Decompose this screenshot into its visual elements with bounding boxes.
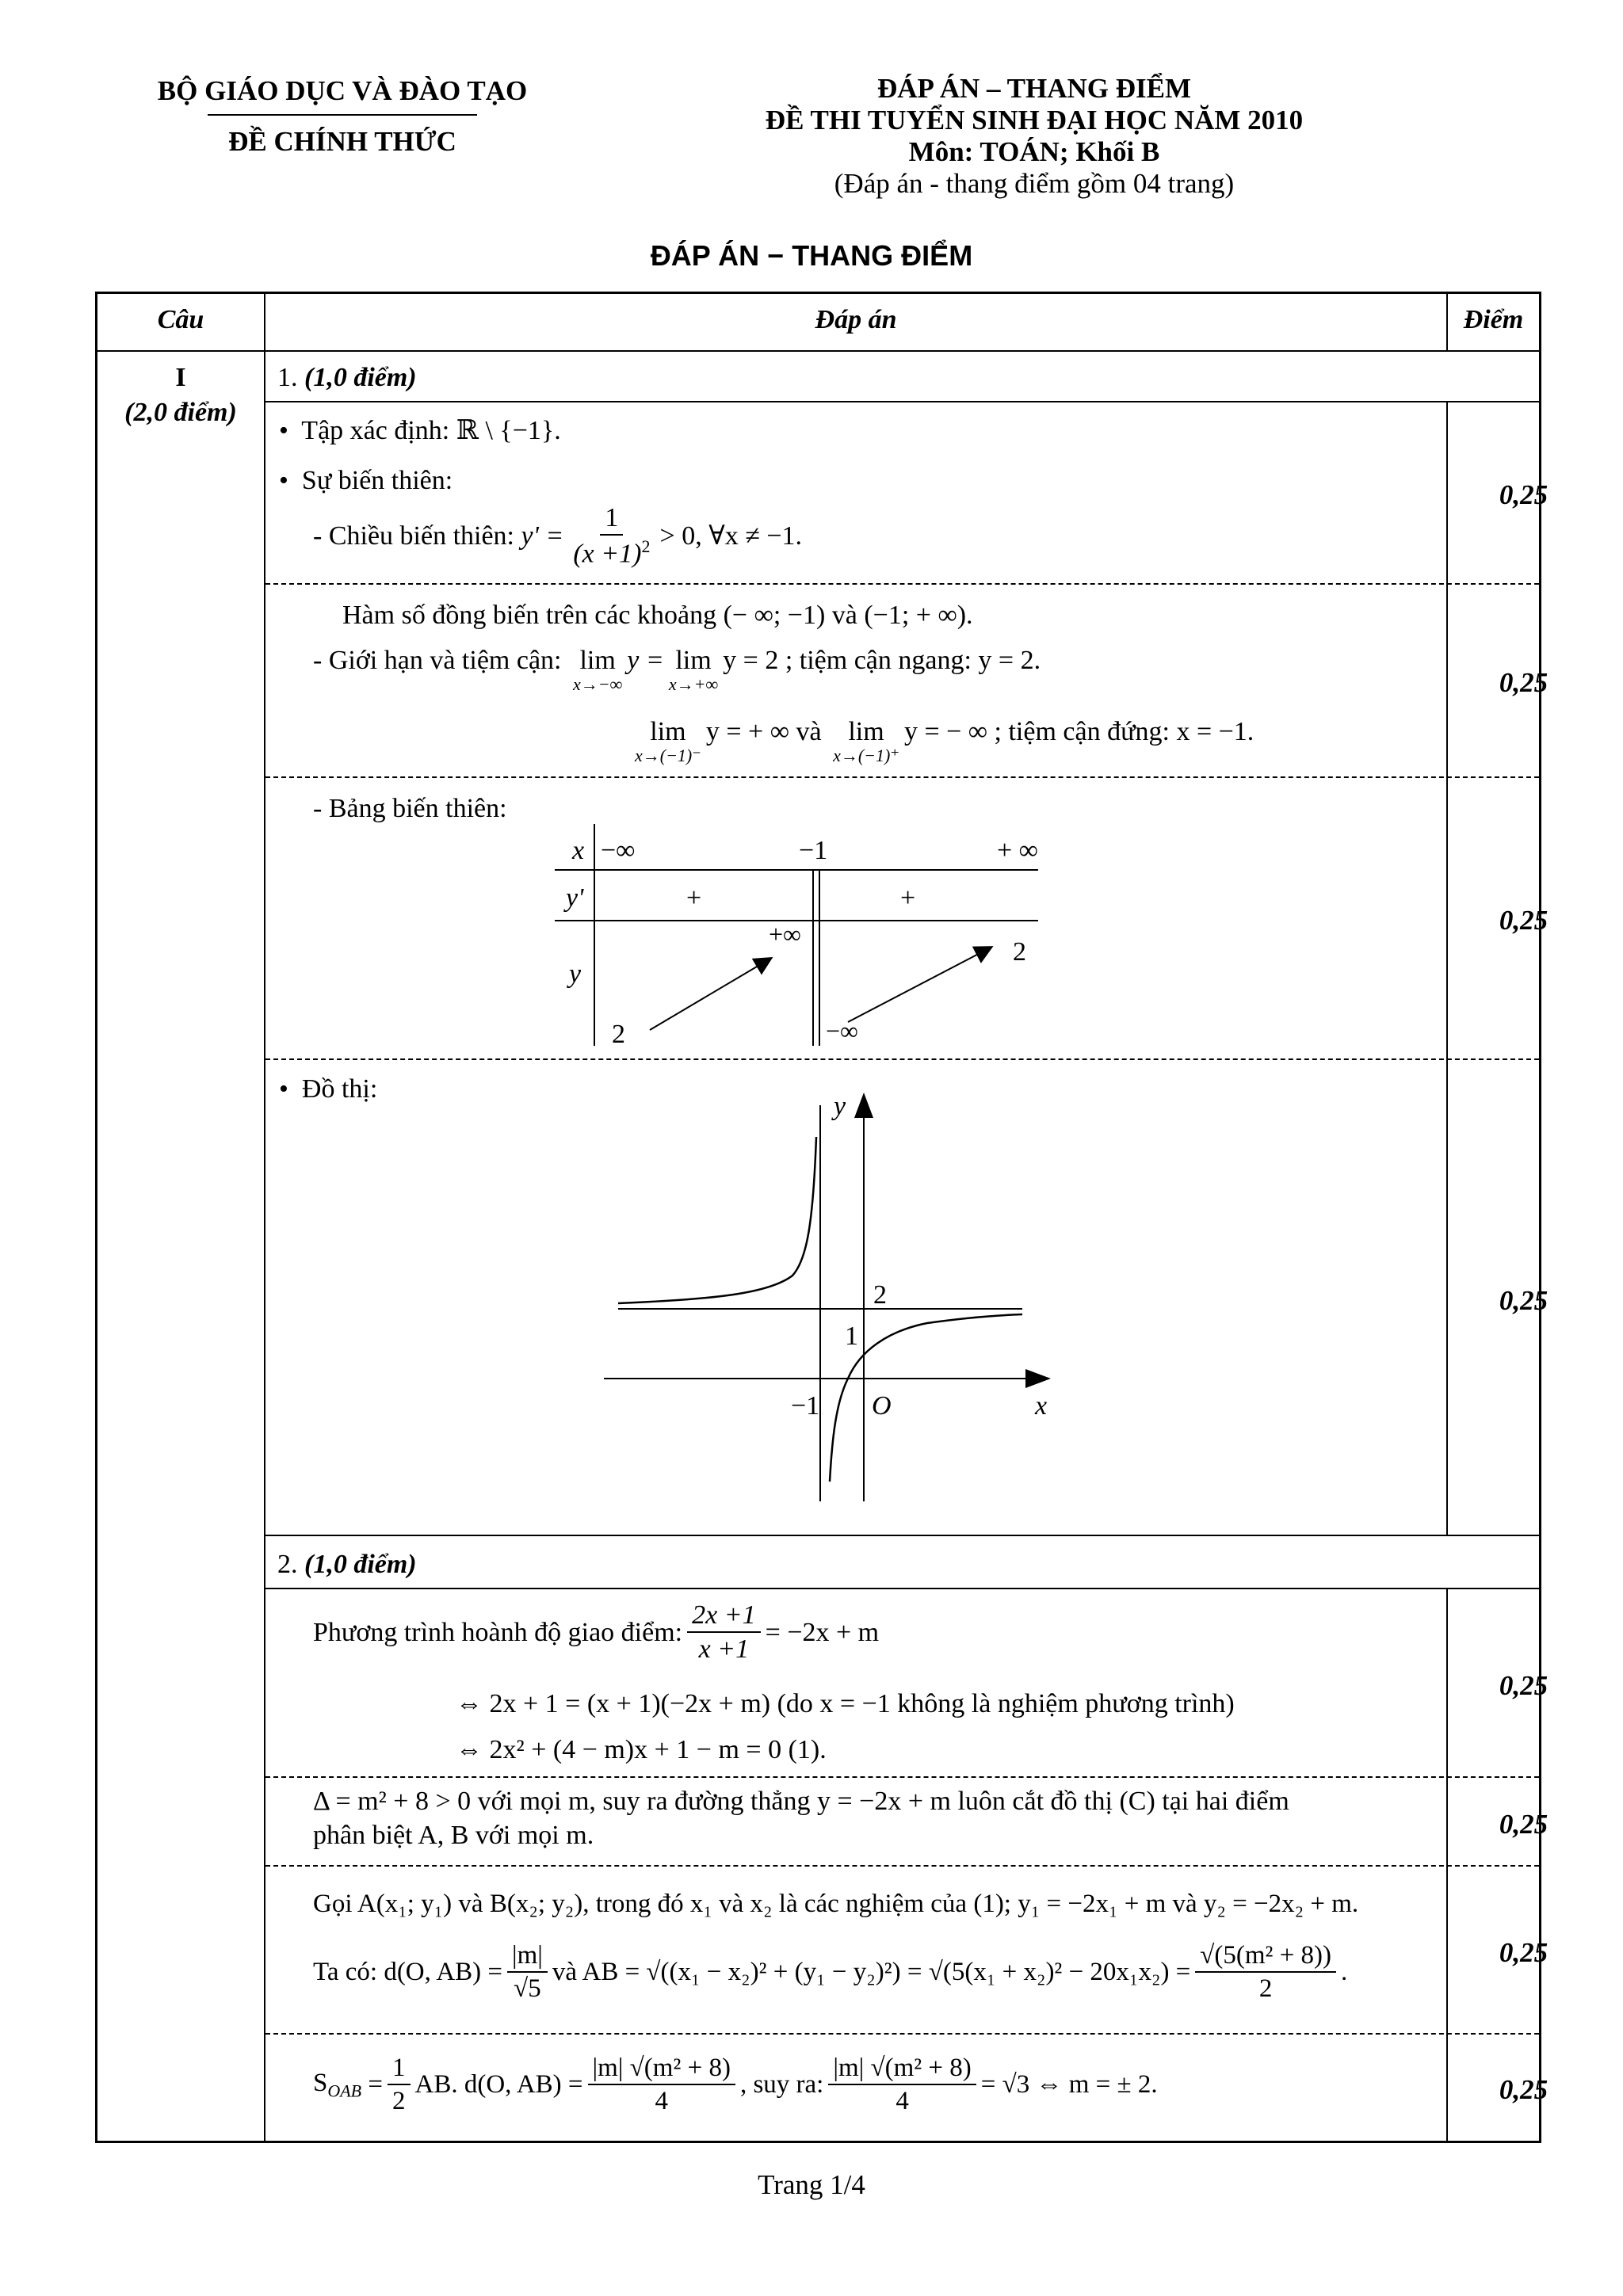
vt-sign-left: +: [686, 883, 702, 913]
derivative-denominator: $(x +1)^2$: [573, 536, 651, 569]
score-6: 0,25: [1499, 1809, 1549, 1840]
cau-label: I: [175, 363, 186, 392]
header-left: [97, 73, 588, 160]
pt-rhs: = −2x + m: [765, 1617, 880, 1647]
delta-line1: Δ = m² + 8 > 0 với mọi m, suy ra đường thẳng y = −2x + m luôn cắt đồ thị (C) tại hai điểm: [313, 1787, 1289, 1816]
area-symbol: $S_{OAB}$: [313, 2068, 362, 2101]
pt-fraction: [687, 1600, 761, 1665]
area-numerator-2: |m| √(m² + 8): [828, 2054, 976, 2085]
phuong-trinh-line: [313, 1600, 879, 1665]
area-eq: =: [368, 2070, 383, 2100]
derivative-lhs: y' =: [521, 521, 564, 551]
function-graph: [594, 1089, 1070, 1509]
bullet-icon: •: [279, 1074, 288, 1104]
part2-points: (1,0 điểm): [304, 1550, 417, 1579]
delta-line2: phân biệt A, B với mọi m.: [313, 1821, 594, 1850]
tiem-can-ngang: y = 2 ; tiệm cận ngang: y = 2.: [723, 646, 1041, 675]
header-rule: [208, 114, 477, 116]
lim-neg-inf: lim x→−∞: [573, 646, 623, 695]
half-fraction: [388, 2054, 411, 2116]
official-label: ĐỀ CHÍNH THỨC: [228, 126, 456, 157]
y-eq: y =: [627, 646, 664, 675]
vt-sign-right: +: [900, 883, 916, 913]
score-7: 0,25: [1499, 1937, 1549, 1968]
col-cau-header: Câu: [157, 305, 204, 334]
col-diem-header: Điểm: [1463, 305, 1524, 334]
phuong-trinh-label: Phương trình hoành độ giao điểm:: [313, 1617, 683, 1647]
score-3: 0,25: [1499, 905, 1549, 936]
taco-result-denominator: 2: [1258, 1974, 1273, 2004]
vt-right-top: 2: [1013, 937, 1026, 967]
area-denominator: 4: [655, 2087, 668, 2116]
page-footer: Trang 1/4: [758, 2169, 865, 2200]
vt-y-label: y: [569, 959, 582, 989]
gioi-han-line: [313, 646, 1041, 695]
pt-denominator: x +1: [698, 1634, 750, 1665]
derivative-rhs: > 0, ∀x ≠ −1.: [659, 521, 803, 551]
taco-result-fraction: [1195, 1941, 1336, 2004]
tiem-can-dung: y = − ∞ ; tiệm cận đứng: x = −1.: [903, 717, 1254, 746]
do-thi-text: Đồ thị:: [301, 1074, 378, 1104]
bullet-icon: •: [279, 466, 288, 495]
score-2: 0,25: [1499, 667, 1549, 698]
chieu-bien-thien-label: - Chiều biến thiên:: [313, 521, 515, 551]
col-dapan-header: Đáp án: [815, 305, 897, 334]
score-1: 0,25: [1499, 479, 1549, 510]
tap-xac-dinh-text: Tập xác định: ℝ \ {−1}.: [301, 416, 561, 445]
area-fraction-2: [828, 2054, 976, 2116]
gioi-han-label: - Giới hạn và tiệm cận:: [313, 646, 562, 675]
half-numerator: 1: [388, 2054, 411, 2085]
bang-bien-thien-label: - Bảng biến thiên:: [313, 794, 507, 823]
vt-right-bottom: −∞: [826, 1016, 858, 1045]
lim-right: lim x→(−1)⁺: [833, 717, 899, 766]
part1-number: 1.: [277, 363, 298, 392]
dong-bien-text: Hàm số đồng biến trên các khoảng (− ∞; −1) và (−1; + ∞).: [342, 601, 973, 630]
score-8: 0,25: [1499, 2074, 1549, 2105]
vt-left-bottom: 2: [612, 1020, 625, 1049]
part1-heading: [277, 363, 417, 392]
bullet-icon: •: [279, 416, 288, 445]
graph-tick-1: 1: [845, 1322, 858, 1351]
page-count-note: (Đáp án - thang điểm gồm 04 trang): [834, 168, 1235, 199]
vt-x-label: x: [572, 836, 585, 865]
graph-tick-2: 2: [873, 1280, 887, 1310]
vt-x-pos-inf: + ∞: [997, 836, 1038, 865]
step2-text: ⇔ 2x² + (4 − m)x + 1 − m = 0 (1).: [456, 1735, 827, 1764]
su-bien-thien-text: Sự biến thiên:: [301, 466, 453, 495]
area-suyra: , suy ra:: [739, 2070, 824, 2100]
header-right: [733, 73, 1335, 200]
cau-points: (2,0 điểm): [124, 398, 237, 427]
answer-title: ĐÁP ÁN – THANG ĐIỂM: [876, 73, 1192, 104]
taco-numerator: |m|: [507, 1941, 548, 1973]
part2-heading: [277, 1550, 417, 1579]
variation-table: [547, 824, 1054, 1054]
ministry-name: BỘ GIÁO DỤC VÀ ĐÀO TẠO: [157, 75, 528, 106]
taco-fraction: [507, 1941, 548, 2004]
tiem-can-dung-line: [630, 717, 1254, 766]
vt-x-neg-inf: −∞: [601, 836, 636, 865]
taco-result-numerator: √(5(m² + 8)): [1195, 1941, 1336, 1973]
area-line: [313, 2054, 1158, 2116]
derivative-numerator: 1: [600, 503, 623, 536]
subject-name: Môn: TOÁN; Khối B: [908, 136, 1160, 167]
goi-line: Gọi A(x₁; y₁) và B(x₂; y₂), trong đó x₁ và x₂ là các nghiệm của (1); y₁ = −2x₁ + m và y₂ = −2x₂ + m.: [313, 1890, 1359, 1918]
derivative-fraction: [568, 503, 655, 569]
step1-text: ⇔ 2x + 1 = (x + 1)(−2x + m) (do x = −1 không là nghiệm phương trình): [456, 1689, 1235, 1718]
area-final: = √3 ⇔ m = ± 2.: [980, 2070, 1158, 2100]
taco-denominator: √5: [514, 1974, 541, 2004]
pt-numerator: 2x +1: [687, 1600, 761, 1633]
score-5: 0,25: [1499, 1670, 1549, 1701]
area-numerator: |m| √(m² + 8): [588, 2054, 735, 2085]
vt-x-mid: −1: [799, 836, 828, 865]
area-mid: AB. d(O, AB) =: [414, 2070, 583, 2100]
page-title: ĐÁP ÁN − THANG ĐIỂM: [650, 239, 973, 272]
vt-left-top: +∞: [769, 920, 801, 948]
vt-yprime-label: y': [566, 883, 584, 913]
area-denominator-2: 4: [896, 2087, 909, 2116]
half-denominator: 2: [392, 2087, 406, 2116]
score-4: 0,25: [1499, 1285, 1549, 1316]
taco-label: Ta có: d(O, AB) =: [313, 1958, 503, 1987]
y-plus-inf: y = + ∞ và: [705, 717, 822, 746]
part2-number: 2.: [277, 1550, 298, 1579]
graph-y-axis-label: y: [834, 1092, 846, 1121]
area-fraction: [588, 2054, 735, 2116]
chieu-bien-thien-line: [313, 503, 802, 569]
graph-tick-neg1: −1: [791, 1391, 820, 1421]
su-bien-thien-item: [279, 466, 453, 495]
exam-name: ĐỀ THI TUYỂN SINH ĐẠI HỌC NĂM 2010: [765, 105, 1304, 135]
graph-origin-label: O: [872, 1391, 892, 1421]
taco-mid: và AB = √((x₁ − x₂)² + (y₁ − y₂)²) = √(5(x₁ + x₂)² − 20x₁x₂) =: [552, 1958, 1191, 1987]
lim-left: lim x→(−1)⁻: [635, 717, 701, 766]
do-thi-item: [279, 1074, 377, 1104]
lim-pos-inf: lim x→+∞: [668, 646, 719, 695]
taco-line: Ta có: d(O, AB) = $\frac{|m|}{√5}$ và AB = √((x₁ − x₂)² + (y₁ − y₂)²) = √(5(x₁ + x₂)² − 20x₁x₂) = $\frac{\text{√(5(m² + 8))}}{2}$ .: [313, 1941, 1348, 2004]
part1-points: (1,0 điểm): [304, 363, 417, 392]
graph-x-axis-label: x: [1035, 1391, 1048, 1421]
tap-xac-dinh-item: [279, 416, 561, 445]
